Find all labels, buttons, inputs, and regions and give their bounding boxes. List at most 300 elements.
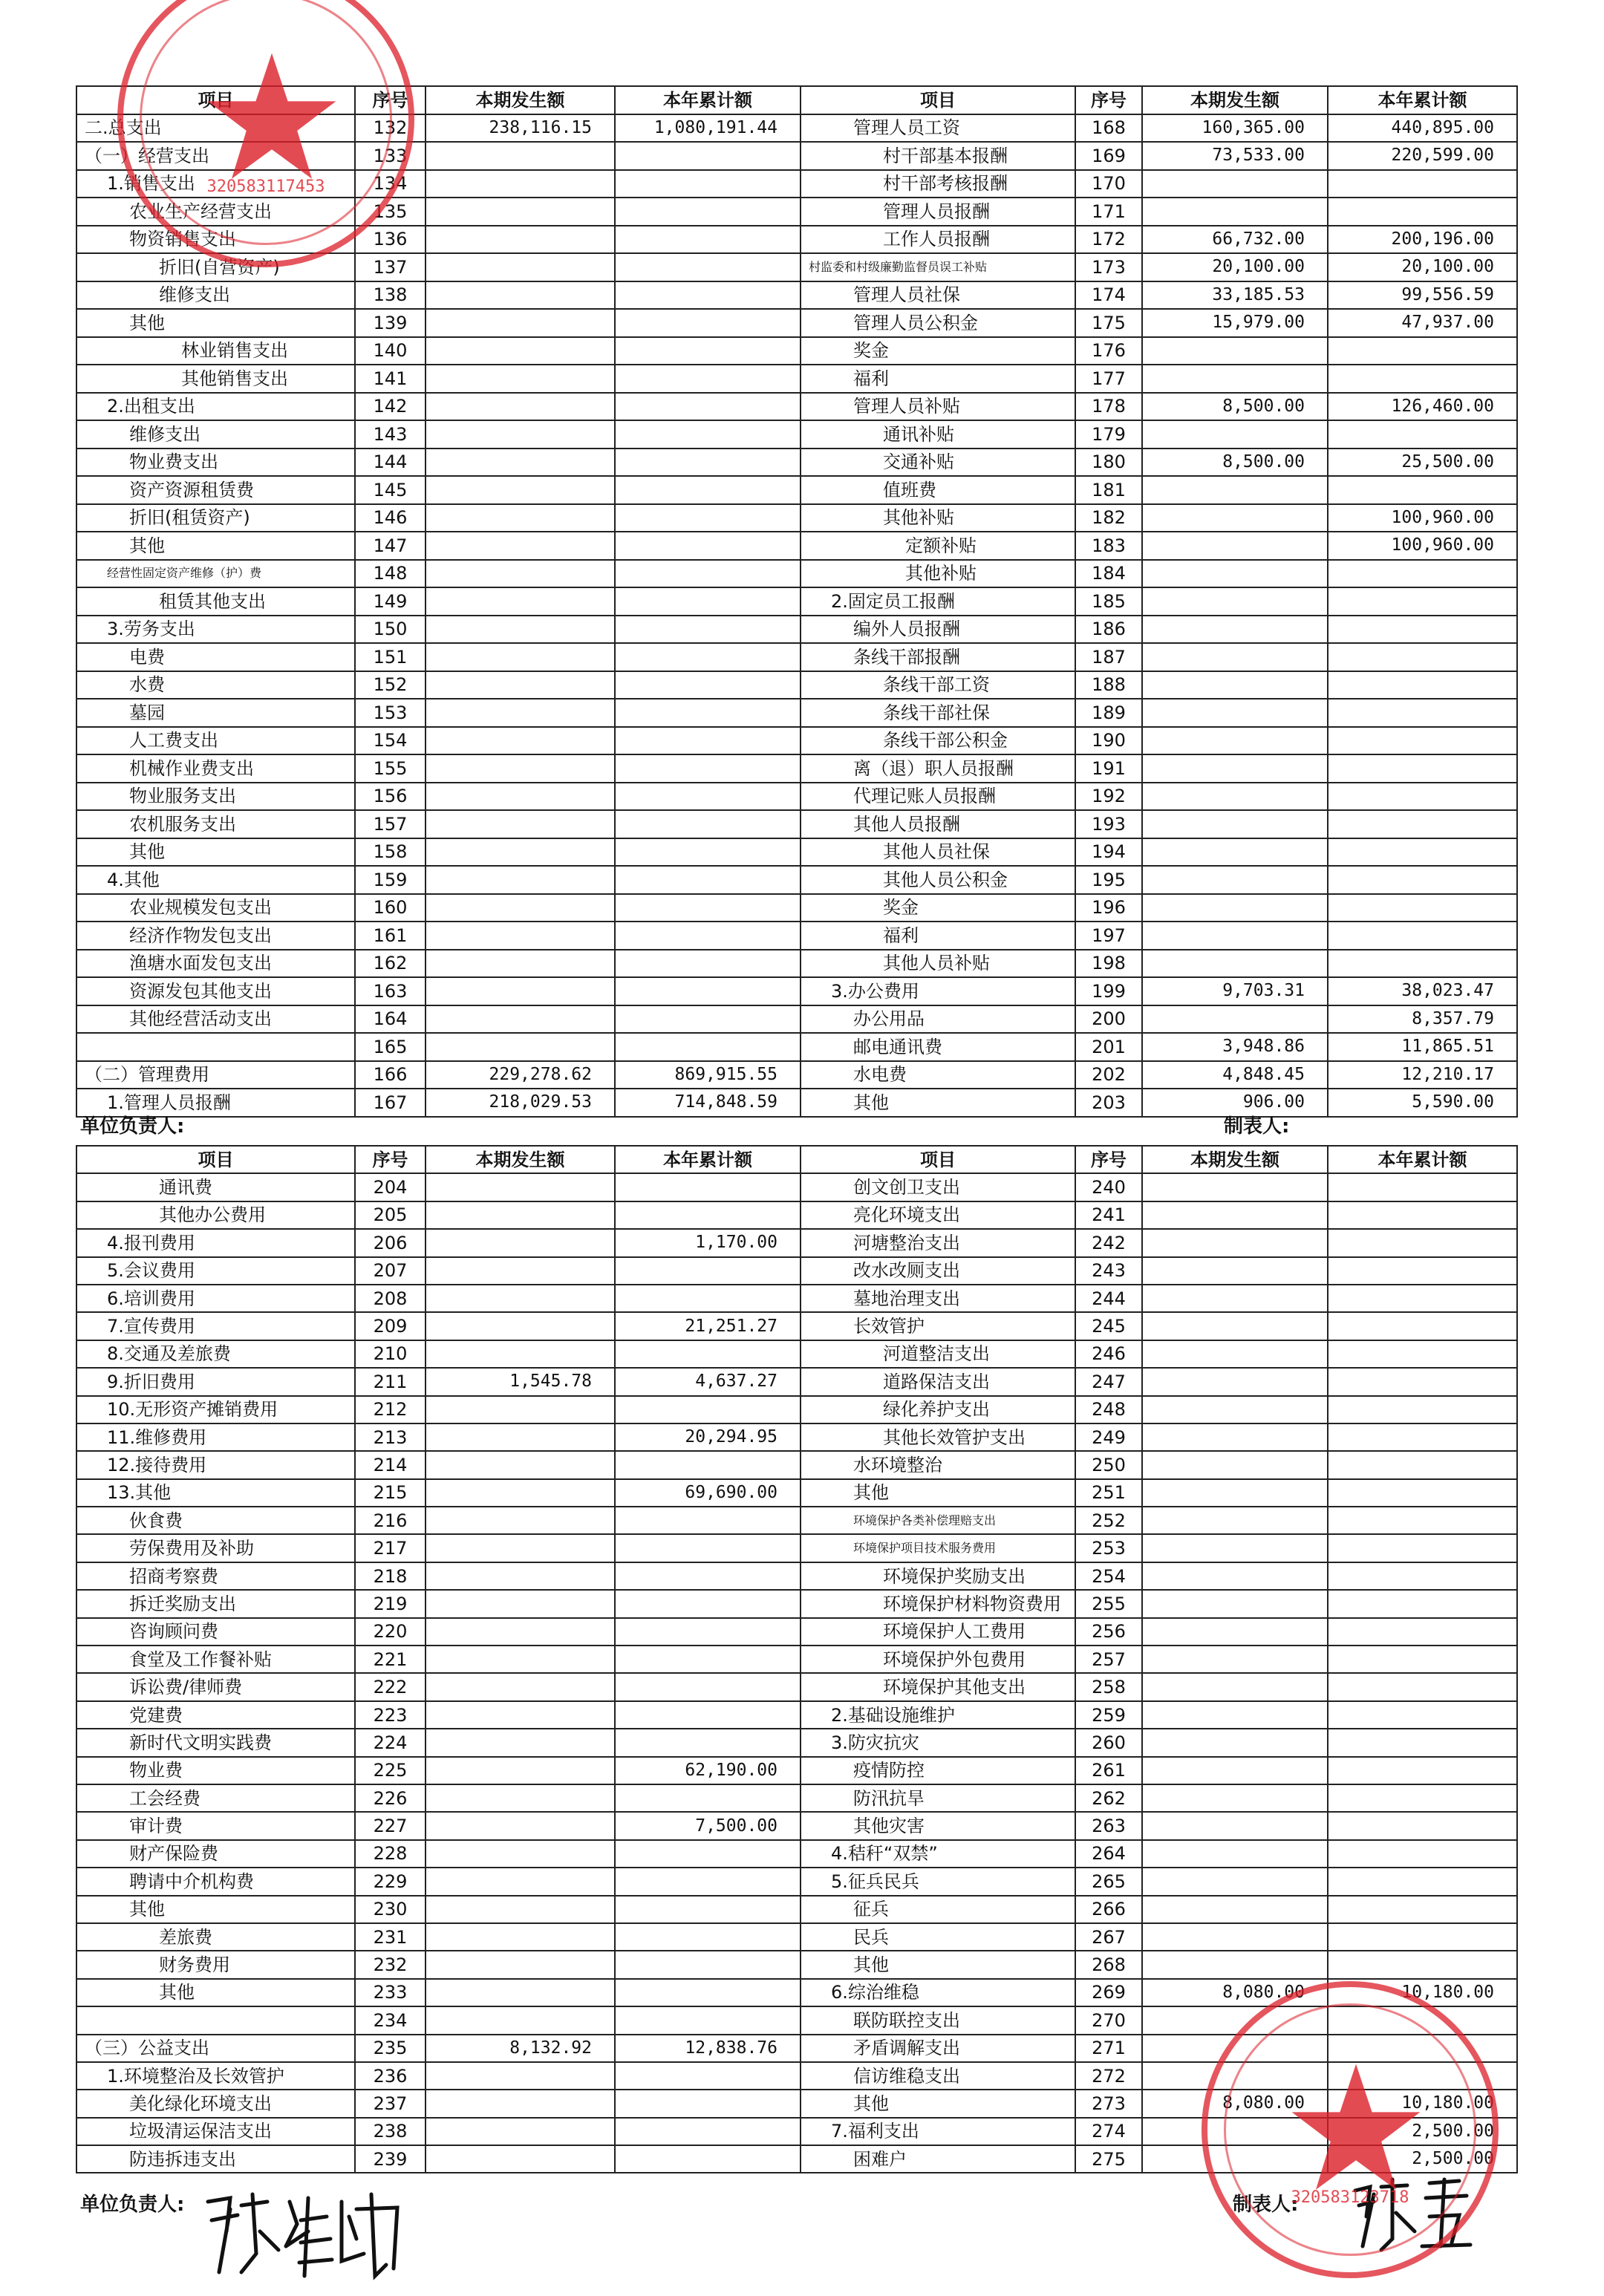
right-seq-cell: 250 xyxy=(1075,1451,1142,1478)
left-item-cell: 水费 xyxy=(76,671,355,699)
right-period-cell xyxy=(1142,1173,1328,1201)
left-ytd-cell xyxy=(615,309,801,337)
right-period-cell xyxy=(1142,1423,1328,1451)
left-item-cell: 1.环境整治及长效管护 xyxy=(76,2062,355,2090)
left-period-cell xyxy=(426,587,615,616)
left-seq-cell: 227 xyxy=(355,1812,426,1839)
right-seq-cell: 255 xyxy=(1075,1590,1142,1617)
left-seq-cell: 238 xyxy=(355,2118,426,2145)
left-period-cell xyxy=(426,1590,615,1617)
left-period-cell xyxy=(426,866,615,894)
left-seq-cell: 150 xyxy=(355,616,426,644)
right-period-cell: 15,979.00 xyxy=(1142,309,1328,337)
right-period-cell xyxy=(1142,1257,1328,1285)
right-item-cell: 办公用品 xyxy=(801,1005,1075,1034)
right-ytd-cell xyxy=(1328,1951,1517,1978)
right-ytd-cell: 5,590.00 xyxy=(1328,1089,1517,1117)
right-ytd-cell xyxy=(1328,894,1517,922)
left-ytd-cell xyxy=(615,1285,801,1312)
left-item-cell: 1.销售支出 xyxy=(76,170,355,198)
left-ytd-cell xyxy=(615,253,801,281)
right-period-cell xyxy=(1142,950,1328,978)
left-period-cell xyxy=(426,2090,615,2117)
right-item-cell: 其他 xyxy=(801,1479,1075,1507)
left-period-cell xyxy=(426,1534,615,1562)
table-row xyxy=(76,1812,1517,1839)
header-seq: 序号 xyxy=(355,1146,426,1173)
left-seq-cell: 132 xyxy=(355,114,426,143)
right-ytd-cell xyxy=(1328,1423,1517,1451)
right-item-cell: 编外人员报酬 xyxy=(801,616,1075,644)
left-item-cell: 物业费 xyxy=(76,1757,355,1784)
left-item-cell: 9.折旧费用 xyxy=(76,1368,355,1395)
right-ytd-cell xyxy=(1328,1285,1517,1312)
left-ytd-cell xyxy=(615,1646,801,1673)
right-item-cell: 其他人员公积金 xyxy=(801,866,1075,894)
left-item-cell: 4.报刊费用 xyxy=(76,1229,355,1256)
right-seq-cell: 262 xyxy=(1075,1784,1142,1812)
right-item-cell: 困难户 xyxy=(801,2145,1075,2173)
right-ytd-cell xyxy=(1328,337,1517,365)
left-seq-cell: 222 xyxy=(355,1673,426,1700)
table-row xyxy=(76,1590,1517,1617)
right-period-cell xyxy=(1142,1340,1328,1368)
left-item-cell: 5.会议费用 xyxy=(76,1257,355,1285)
left-period-cell xyxy=(426,1923,615,1951)
right-item-cell: 代理记账人员报酬 xyxy=(801,783,1075,811)
right-item-cell: 福利 xyxy=(801,922,1075,950)
right-seq-cell: 253 xyxy=(1075,1534,1142,1562)
left-item-cell: 机械作业费支出 xyxy=(76,754,355,783)
right-seq-cell: 269 xyxy=(1075,1979,1142,2006)
right-item-cell: 村干部基本报酬 xyxy=(801,142,1075,170)
left-item-cell: 维修支出 xyxy=(76,281,355,310)
left-period-cell xyxy=(426,1396,615,1423)
left-period-cell xyxy=(426,1784,615,1812)
right-ytd-cell xyxy=(1328,1868,1517,1895)
left-seq-cell: 223 xyxy=(355,1701,426,1729)
right-seq-cell: 179 xyxy=(1075,420,1142,449)
left-item-cell: 其他经营活动支出 xyxy=(76,1005,355,1034)
left-item-cell: 渔塘水面发包支出 xyxy=(76,950,355,978)
right-item-cell: 绿化养护支出 xyxy=(801,1396,1075,1423)
left-period-cell xyxy=(426,838,615,867)
left-seq-cell: 214 xyxy=(355,1451,426,1478)
right-seq-cell: 181 xyxy=(1075,476,1142,504)
table-row xyxy=(76,643,1517,671)
right-item-cell: 管理人员报酬 xyxy=(801,198,1075,226)
right-period-cell xyxy=(1142,866,1328,894)
left-ytd-cell xyxy=(615,1840,801,1868)
table-header-row xyxy=(76,1146,1517,1173)
right-seq-cell: 172 xyxy=(1075,226,1142,254)
left-period-cell xyxy=(426,2145,615,2173)
right-item-cell: 4.秸秆“双禁” xyxy=(801,1840,1075,1868)
right-ytd-cell xyxy=(1328,420,1517,449)
right-item-cell: 民兵 xyxy=(801,1923,1075,1951)
left-seq-cell: 144 xyxy=(355,449,426,477)
right-ytd-cell xyxy=(1328,170,1517,198)
right-period-cell: 4,848.45 xyxy=(1142,1061,1328,1089)
right-ytd-cell xyxy=(1328,1312,1517,1340)
right-item-cell: 福利 xyxy=(801,365,1075,393)
left-period-cell xyxy=(426,1979,615,2006)
right-item-cell: 改水改厕支出 xyxy=(801,1257,1075,1285)
left-seq-cell: 159 xyxy=(355,866,426,894)
right-period-cell xyxy=(1142,504,1328,532)
left-period-cell xyxy=(426,1896,615,1923)
left-ytd-cell xyxy=(615,1340,801,1368)
right-seq-cell: 270 xyxy=(1075,2006,1142,2034)
right-period-cell: 33,185.53 xyxy=(1142,281,1328,310)
left-item-cell: 防违拆违支出 xyxy=(76,2145,355,2173)
table-row xyxy=(76,476,1517,504)
left-seq-cell: 220 xyxy=(355,1618,426,1646)
left-ytd-cell xyxy=(615,1618,801,1646)
right-seq-cell: 246 xyxy=(1075,1340,1142,1368)
left-period-cell xyxy=(426,1005,615,1034)
header-item: 项目 xyxy=(76,1146,355,1173)
right-ytd-cell xyxy=(1328,1618,1517,1646)
right-ytd-cell xyxy=(1328,1673,1517,1700)
right-period-cell xyxy=(1142,1812,1328,1839)
left-seq-cell: 232 xyxy=(355,1951,426,1978)
left-seq-cell: 230 xyxy=(355,1896,426,1923)
right-period-cell xyxy=(1142,1868,1328,1895)
left-period-cell xyxy=(426,1257,615,1285)
right-ytd-cell: 126,460.00 xyxy=(1328,393,1517,421)
left-seq-cell: 163 xyxy=(355,977,426,1005)
left-ytd-cell xyxy=(615,2062,801,2090)
right-period-cell xyxy=(1142,783,1328,811)
table-row xyxy=(76,504,1517,532)
right-ytd-cell xyxy=(1328,1729,1517,1756)
table-row xyxy=(76,1868,1517,1895)
left-ytd-cell xyxy=(615,671,801,699)
left-seq-cell: 231 xyxy=(355,1923,426,1951)
right-item-cell: 墓地治理支出 xyxy=(801,1285,1075,1312)
right-period-cell xyxy=(1142,587,1328,616)
left-period-cell xyxy=(426,337,615,365)
table-row xyxy=(76,1368,1517,1395)
table-row xyxy=(76,754,1517,783)
left-item-cell: 其他 xyxy=(76,838,355,867)
left-ytd-cell xyxy=(615,894,801,922)
right-ytd-cell xyxy=(1328,1701,1517,1729)
left-item-cell: 4.其他 xyxy=(76,866,355,894)
right-ytd-cell xyxy=(1328,1812,1517,1839)
left-period-cell xyxy=(426,977,615,1005)
right-item-cell: 创文创卫支出 xyxy=(801,1173,1075,1201)
left-ytd-cell xyxy=(615,1673,801,1700)
right-seq-cell: 182 xyxy=(1075,504,1142,532)
left-seq-cell: 147 xyxy=(355,532,426,560)
right-item-cell: 其他补贴 xyxy=(801,504,1075,532)
right-seq-cell: 245 xyxy=(1075,1312,1142,1340)
left-ytd-cell xyxy=(615,1562,801,1590)
left-period-cell xyxy=(426,393,615,421)
left-item-cell: 物业费支出 xyxy=(76,449,355,477)
right-seq-cell: 176 xyxy=(1075,337,1142,365)
left-period-cell xyxy=(426,1868,615,1895)
right-item-cell: 定额补贴 xyxy=(801,532,1075,560)
table-row xyxy=(76,1534,1517,1562)
right-item-cell: 其他灾害 xyxy=(801,1812,1075,1839)
left-seq-cell: 156 xyxy=(355,783,426,811)
header-seq: 序号 xyxy=(1075,86,1142,114)
table-row xyxy=(76,1479,1517,1507)
left-period-cell xyxy=(426,2006,615,2034)
left-ytd-cell xyxy=(615,2118,801,2145)
left-ytd-cell xyxy=(615,838,801,867)
right-item-cell: 环境保护各类补偿理赔支出 xyxy=(801,1507,1075,1534)
left-period-cell xyxy=(426,309,615,337)
left-ytd-cell: 4,637.27 xyxy=(615,1368,801,1395)
right-seq-cell: 173 xyxy=(1075,253,1142,281)
left-period-cell xyxy=(426,1673,615,1700)
right-ytd-cell xyxy=(1328,1368,1517,1395)
left-seq-cell: 213 xyxy=(355,1423,426,1451)
right-period-cell xyxy=(1142,643,1328,671)
left-ytd-cell xyxy=(615,587,801,616)
left-item-cell: 7.宣传费用 xyxy=(76,1312,355,1340)
table-row xyxy=(76,810,1517,838)
left-seq-cell: 162 xyxy=(355,950,426,978)
right-ytd-cell xyxy=(1328,616,1517,644)
left-seq-cell: 204 xyxy=(355,1173,426,1201)
right-ytd-cell xyxy=(1328,1201,1517,1229)
left-period-cell xyxy=(426,560,615,588)
left-seq-cell: 137 xyxy=(355,253,426,281)
left-seq-cell: 225 xyxy=(355,1757,426,1784)
right-item-cell: 环境保护人工费用 xyxy=(801,1618,1075,1646)
left-period-cell: 8,132.92 xyxy=(426,2035,615,2062)
right-ytd-cell xyxy=(1328,950,1517,978)
preparer-label-1: 制表人: xyxy=(1224,1115,1290,1138)
left-ytd-cell: 21,251.27 xyxy=(615,1312,801,1340)
unit-head-label-2: 单位负责人: xyxy=(80,2194,185,2216)
left-ytd-cell: 1,080,191.44 xyxy=(615,114,801,143)
left-ytd-cell xyxy=(615,810,801,838)
left-seq-cell: 167 xyxy=(355,1089,426,1117)
right-ytd-cell xyxy=(1328,1590,1517,1617)
left-seq-cell: 211 xyxy=(355,1368,426,1395)
left-item-cell: （一）经营支出 xyxy=(76,142,355,170)
right-item-cell: 其他人员补贴 xyxy=(801,950,1075,978)
right-period-cell xyxy=(1142,1479,1328,1507)
right-item-cell: 管理人员工资 xyxy=(801,114,1075,143)
left-period-cell xyxy=(426,420,615,449)
left-ytd-cell xyxy=(615,198,801,226)
right-item-cell: 环境保护奖励支出 xyxy=(801,1562,1075,1590)
right-item-cell: 奖金 xyxy=(801,337,1075,365)
right-seq-cell: 183 xyxy=(1075,532,1142,560)
header-item: 项目 xyxy=(801,86,1075,114)
left-item-cell: 诉讼费/律师费 xyxy=(76,1673,355,1700)
right-seq-cell: 177 xyxy=(1075,365,1142,393)
right-seq-cell: 190 xyxy=(1075,727,1142,755)
left-item-cell xyxy=(76,2006,355,2034)
right-seq-cell: 180 xyxy=(1075,449,1142,477)
right-seq-cell: 168 xyxy=(1075,114,1142,143)
table-row xyxy=(76,1923,1517,1951)
right-period-cell xyxy=(1142,560,1328,588)
left-seq-cell: 136 xyxy=(355,226,426,254)
left-ytd-cell xyxy=(615,420,801,449)
left-seq-cell: 149 xyxy=(355,587,426,616)
table-row xyxy=(76,1784,1517,1812)
left-seq-cell: 217 xyxy=(355,1534,426,1562)
right-seq-cell: 170 xyxy=(1075,170,1142,198)
right-ytd-cell xyxy=(1328,1923,1517,1951)
left-seq-cell: 155 xyxy=(355,754,426,783)
right-ytd-cell xyxy=(1328,476,1517,504)
left-item-cell: 10.无形资产摊销费用 xyxy=(76,1396,355,1423)
right-period-cell: 8,080.00 xyxy=(1142,2090,1328,2117)
left-seq-cell: 215 xyxy=(355,1479,426,1507)
table-row xyxy=(76,727,1517,755)
left-period-cell xyxy=(426,226,615,254)
right-period-cell xyxy=(1142,1534,1328,1562)
right-ytd-cell: 100,960.00 xyxy=(1328,532,1517,560)
right-item-cell: 5.征兵民兵 xyxy=(801,1868,1075,1895)
right-period-cell: 66,732.00 xyxy=(1142,226,1328,254)
star-icon xyxy=(1289,2061,1423,2195)
left-ytd-cell xyxy=(615,2090,801,2117)
right-item-cell: 3.办公费用 xyxy=(801,977,1075,1005)
right-ytd-cell: 8,357.79 xyxy=(1328,1005,1517,1034)
left-seq-cell: 221 xyxy=(355,1646,426,1673)
table-row xyxy=(76,783,1517,811)
table-row xyxy=(76,1896,1517,1923)
left-period-cell xyxy=(426,1451,615,1478)
right-period-cell xyxy=(1142,1285,1328,1312)
unit-head-label-1: 单位负责人: xyxy=(80,1115,185,1138)
right-item-cell: 信访维稳支出 xyxy=(801,2062,1075,2090)
left-ytd-cell xyxy=(615,643,801,671)
left-item-cell: 差旅费 xyxy=(76,1923,355,1951)
left-seq-cell: 164 xyxy=(355,1005,426,1034)
left-period-cell: 1,545.78 xyxy=(426,1368,615,1395)
left-seq-cell: 210 xyxy=(355,1340,426,1368)
right-seq-cell: 178 xyxy=(1075,393,1142,421)
right-seq-cell: 243 xyxy=(1075,1257,1142,1285)
right-item-cell: 亮化环境支出 xyxy=(801,1201,1075,1229)
left-period-cell xyxy=(426,1507,615,1534)
left-ytd-cell xyxy=(615,1923,801,1951)
right-period-cell xyxy=(1142,1896,1328,1923)
table-row xyxy=(76,950,1517,978)
left-item-cell: 咨询顾问费 xyxy=(76,1618,355,1646)
right-seq-cell: 187 xyxy=(1075,643,1142,671)
left-ytd-cell xyxy=(615,393,801,421)
right-item-cell: 7.福利支出 xyxy=(801,2118,1075,2145)
right-seq-cell: 196 xyxy=(1075,894,1142,922)
right-ytd-cell: 100,960.00 xyxy=(1328,504,1517,532)
right-seq-cell: 242 xyxy=(1075,1229,1142,1256)
table-row xyxy=(76,1229,1517,1256)
right-item-cell: 征兵 xyxy=(801,1896,1075,1923)
table-row xyxy=(76,1701,1517,1729)
right-item-cell: 其他人员社保 xyxy=(801,838,1075,867)
table-row xyxy=(76,1951,1517,1978)
right-seq-cell: 192 xyxy=(1075,783,1142,811)
right-seq-cell: 256 xyxy=(1075,1618,1142,1646)
left-seq-cell: 226 xyxy=(355,1784,426,1812)
table-row xyxy=(76,1562,1517,1590)
left-item-cell: 墓园 xyxy=(76,699,355,727)
right-ytd-cell xyxy=(1328,1451,1517,1478)
right-seq-cell: 184 xyxy=(1075,560,1142,588)
left-ytd-cell xyxy=(615,1590,801,1617)
left-ytd-cell xyxy=(615,1896,801,1923)
left-seq-cell: 153 xyxy=(355,699,426,727)
left-seq-cell: 229 xyxy=(355,1868,426,1895)
official-seal-bottom xyxy=(1202,1981,1499,2278)
right-seq-cell: 191 xyxy=(1075,754,1142,783)
right-ytd-cell xyxy=(1328,1562,1517,1590)
right-seq-cell: 188 xyxy=(1075,671,1142,699)
right-seq-cell: 261 xyxy=(1075,1757,1142,1784)
left-item-cell: 资源发包其他支出 xyxy=(76,977,355,1005)
left-period-cell xyxy=(426,504,615,532)
left-period-cell xyxy=(426,1479,615,1507)
left-seq-cell: 142 xyxy=(355,393,426,421)
right-period-cell xyxy=(1142,337,1328,365)
right-period-cell xyxy=(1142,699,1328,727)
right-period-cell xyxy=(1142,1784,1328,1812)
left-ytd-cell: 7,500.00 xyxy=(615,1812,801,1839)
right-period-cell: 9,703.31 xyxy=(1142,977,1328,1005)
right-period-cell: 3,948.86 xyxy=(1142,1033,1328,1061)
right-item-cell: 环境保护项目技术服务费用 xyxy=(801,1534,1075,1562)
left-period-cell xyxy=(426,1562,615,1590)
right-period-cell xyxy=(1142,838,1328,867)
right-period-cell xyxy=(1142,532,1328,560)
right-period-cell xyxy=(1142,727,1328,755)
right-item-cell: 条线干部报酬 xyxy=(801,643,1075,671)
left-period-cell xyxy=(426,616,615,644)
right-period-cell xyxy=(1142,810,1328,838)
left-item-cell: 伙食费 xyxy=(76,1507,355,1534)
right-ytd-cell: 12,210.17 xyxy=(1328,1061,1517,1089)
left-item-cell: 租赁其他支出 xyxy=(76,587,355,616)
left-ytd-cell xyxy=(615,1729,801,1756)
left-ytd-cell xyxy=(615,226,801,254)
right-item-cell: 其他人员报酬 xyxy=(801,810,1075,838)
left-item-cell: 劳保费用及补助 xyxy=(76,1534,355,1562)
left-seq-cell: 152 xyxy=(355,671,426,699)
left-ytd-cell xyxy=(615,783,801,811)
right-item-cell: 其他 xyxy=(801,1951,1075,1978)
left-seq-cell: 208 xyxy=(355,1285,426,1312)
left-period-cell xyxy=(426,1618,615,1646)
left-item-cell: 工会经费 xyxy=(76,1784,355,1812)
left-ytd-cell xyxy=(615,754,801,783)
left-ytd-cell xyxy=(615,337,801,365)
right-item-cell: 管理人员公积金 xyxy=(801,309,1075,337)
right-seq-cell: 193 xyxy=(1075,810,1142,838)
right-seq-cell: 247 xyxy=(1075,1368,1142,1395)
right-seq-cell: 171 xyxy=(1075,198,1142,226)
header-seq: 序号 xyxy=(355,86,426,114)
right-ytd-cell xyxy=(1328,1340,1517,1368)
left-item-cell: 经营性固定资产维修（护）费 xyxy=(76,560,355,588)
left-ytd-cell xyxy=(615,1005,801,1034)
table-row xyxy=(76,1033,1517,1061)
right-period-cell: 20,100.00 xyxy=(1142,253,1328,281)
right-ytd-cell xyxy=(1328,1534,1517,1562)
